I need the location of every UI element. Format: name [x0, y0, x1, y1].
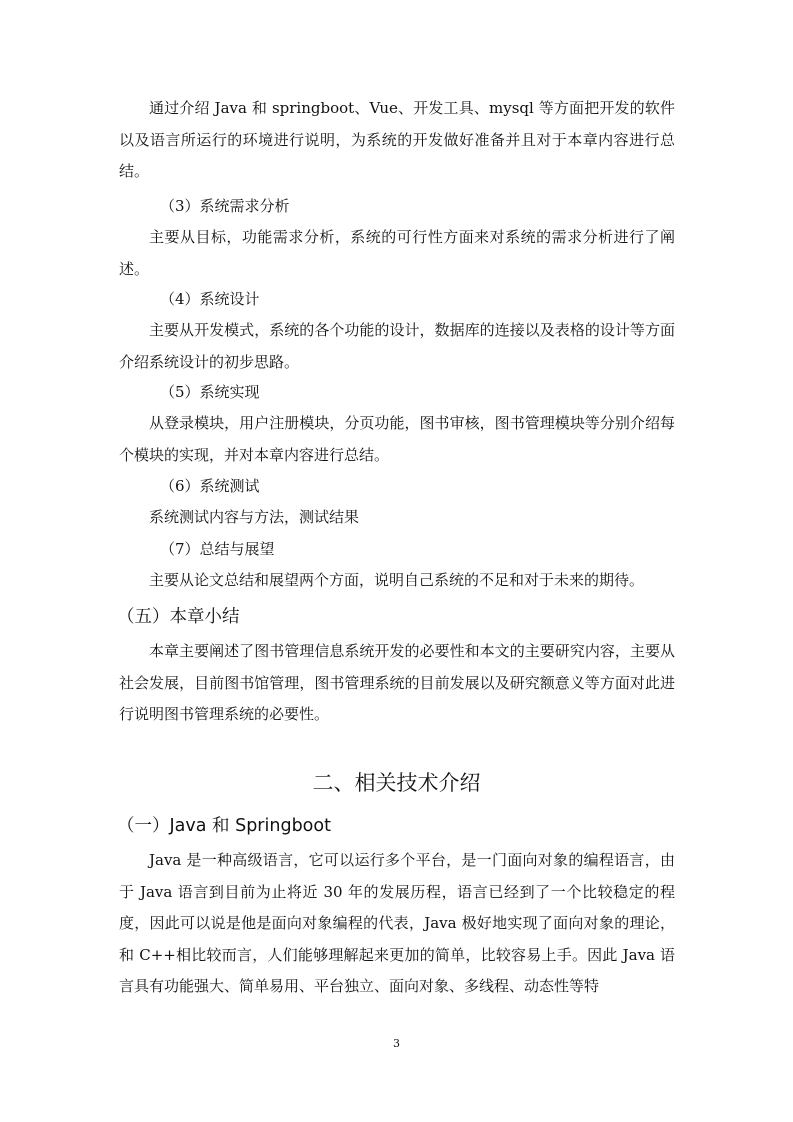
item-7-text: 主要从论文总结和展望两个方面，说明自己系统的不足和对于未来的期待。 — [149, 571, 645, 589]
item-5-heading: （5）系统实现 — [160, 383, 260, 401]
page-number: 3 — [393, 1037, 400, 1050]
item-6-heading: （6）系统测试 — [160, 477, 260, 495]
item-4-heading: （4）系统设计 — [160, 290, 260, 308]
intro-paragraph: 通过介绍 Java 和 springboot、Vue、开发工具、mysql 等方面把开发的软件以及语言所运行的环境进行说明，为系统的开发做好准备并且对于本章内容进行总结。 — [119, 99, 675, 180]
item-4-text: 主要从开发模式，系统的各个功能的设计，数据库的连接以及表格的设计等方面介绍系统设计的初步思路。 — [119, 321, 675, 371]
item-3-text: 主要从目标，功能需求分析，系统的可行性方面来对系统的需求分析进行了阐述。 — [119, 228, 675, 278]
section-2-1-text: Java 是一种高级语言，它可以运行多个平台，是一门面向对象的编程语言，由于 Java 语言到目前为止将近 30 年的发展历程，语言已经到了一个比较稳定的程度，因此可以说是他是面向对象编程的代表，Java 极好地实现了面向对象的理论，和 C++相比较而言，人们能够理解起来更加的简单，比较容易上手。因此 Java 语言具有功能强大、简单易用、平台独立、面向对象、多线程、动态性等特 — [119, 851, 675, 995]
chapter-2-title: 二、相关技术介绍 — [312, 771, 481, 795]
section-5-heading: （五）本章小结 — [117, 607, 240, 627]
item-7-heading: （7）总结与展望 — [160, 540, 275, 558]
item-3-heading: （3）系统需求分析 — [160, 197, 290, 215]
item-6-text: 系统测试内容与方法，测试结果 — [149, 508, 360, 526]
section-5-text: 本章主要阐述了图书管理信息系统开发的必要性和本文的主要研究内容，主要从社会发展，目前图书馆管理，图书管理系统的目前发展以及研究额意义等方面对此进行说明图书管理系统的必要性。 — [119, 642, 675, 723]
section-2-1-heading: （一）Java 和 Springboot — [117, 816, 331, 836]
item-5-text: 从登录模块，用户注册模块，分页功能，图书审核，图书管理模块等分别介绍每个模块的实现，并对本章内容进行总结。 — [119, 414, 675, 464]
